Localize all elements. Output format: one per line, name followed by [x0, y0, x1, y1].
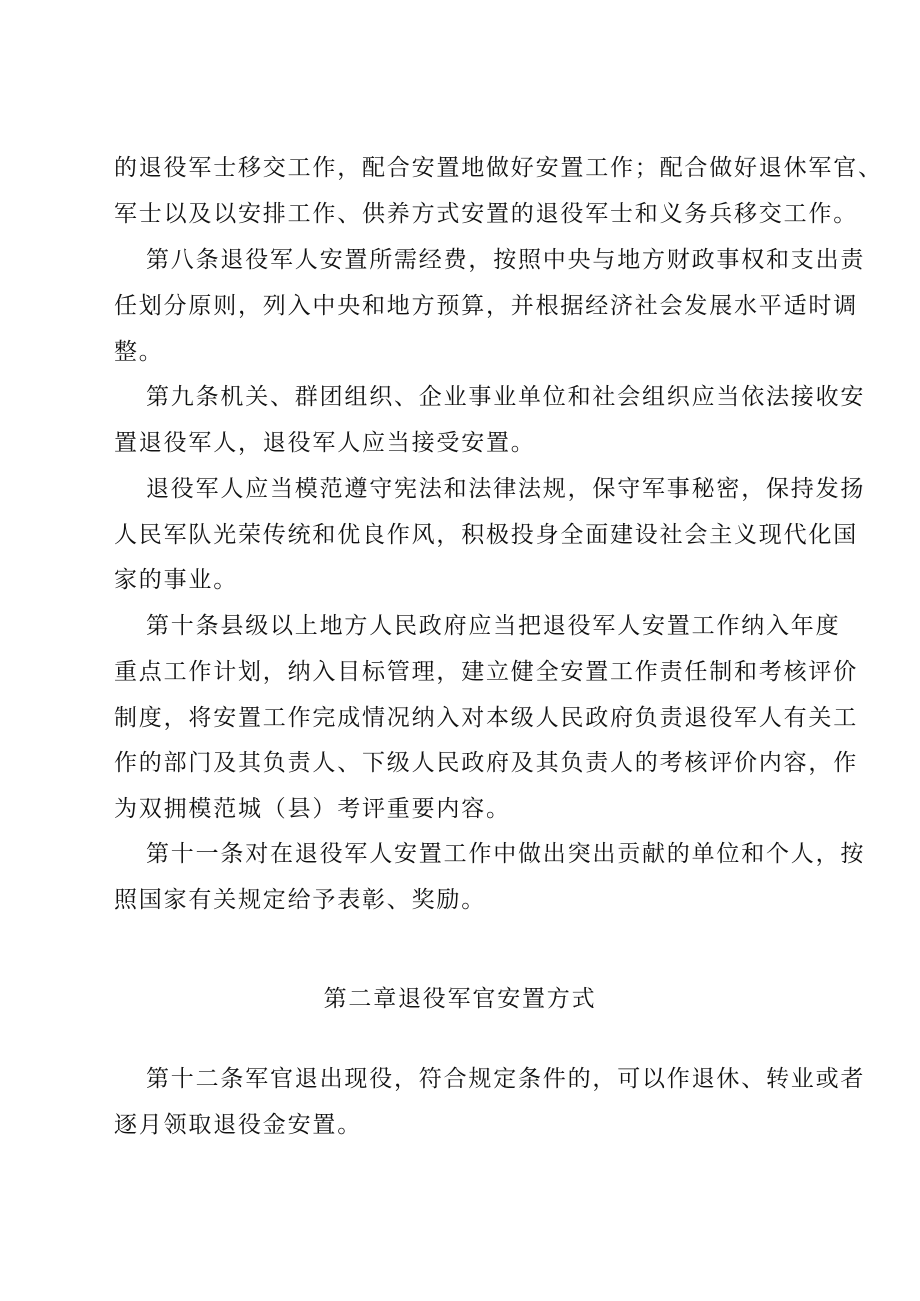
paragraph-line: 为双拥模范城（县）考评重要内容。 [114, 796, 511, 822]
paragraph-line: 整。 [114, 339, 164, 365]
article-12-first-line: 第十二条军官退出现役，符合规定条件的，可以作退休、转业或者 [146, 1066, 866, 1092]
paragraph-line: 家的事业。 [114, 567, 238, 593]
paragraph-line: 照国家有关规定给予表彰、奖励。 [114, 887, 486, 913]
paragraph-line: 作的部门及其负责人、下级人民政府及其负责人的考核评价内容，作 [114, 750, 858, 776]
paragraph-line: 制度，将安置工作完成情况纳入对本级人民政府负责退役军人有关工 [114, 705, 858, 731]
paragraph-line: 军士以及以安排工作、供养方式安置的退役军士和义务兵移交工作。 [114, 201, 858, 227]
paragraph-line: 置退役军人，退役军人应当接受安置。 [114, 430, 536, 456]
paragraph-line: 任划分原则，列入中央和地方预算，并根据经济社会发展水平适时调 [114, 293, 858, 319]
article-8-first-line: 第八条退役军人安置所需经费，按照中央与地方财政事权和支出责 [146, 247, 866, 273]
paragraph-line: 重点工作计划，纳入目标管理，建立健全安置工作责任制和考核评价 [114, 659, 858, 685]
chapter-heading: 第二章退役军官安置方式 [323, 986, 597, 1012]
article-11-first-line: 第十一条对在退役军人安置工作中做出突出贡献的单位和个人，按 [146, 841, 866, 867]
paragraph-first-line: 退役军人应当模范遵守宪法和法律法规，保守军事秘密，保持发扬 [146, 476, 866, 502]
paragraph-line: 逐月领取退役金安置。 [114, 1112, 362, 1138]
article-10-first-line: 第十条县级以上地方人民政府应当把退役军人安置工作纳入年度 [146, 613, 841, 639]
paragraph-line: 人民军队光荣传统和优良作风，积极投身全面建设社会主义现代化国 [114, 522, 858, 548]
paragraph-line: 的退役军士移交工作，配合安置地做好安置工作；配合做好退休军官、 [114, 155, 883, 181]
article-9-first-line: 第九条机关、群团组织、企业事业单位和社会组织应当依法接收安 [146, 384, 866, 410]
